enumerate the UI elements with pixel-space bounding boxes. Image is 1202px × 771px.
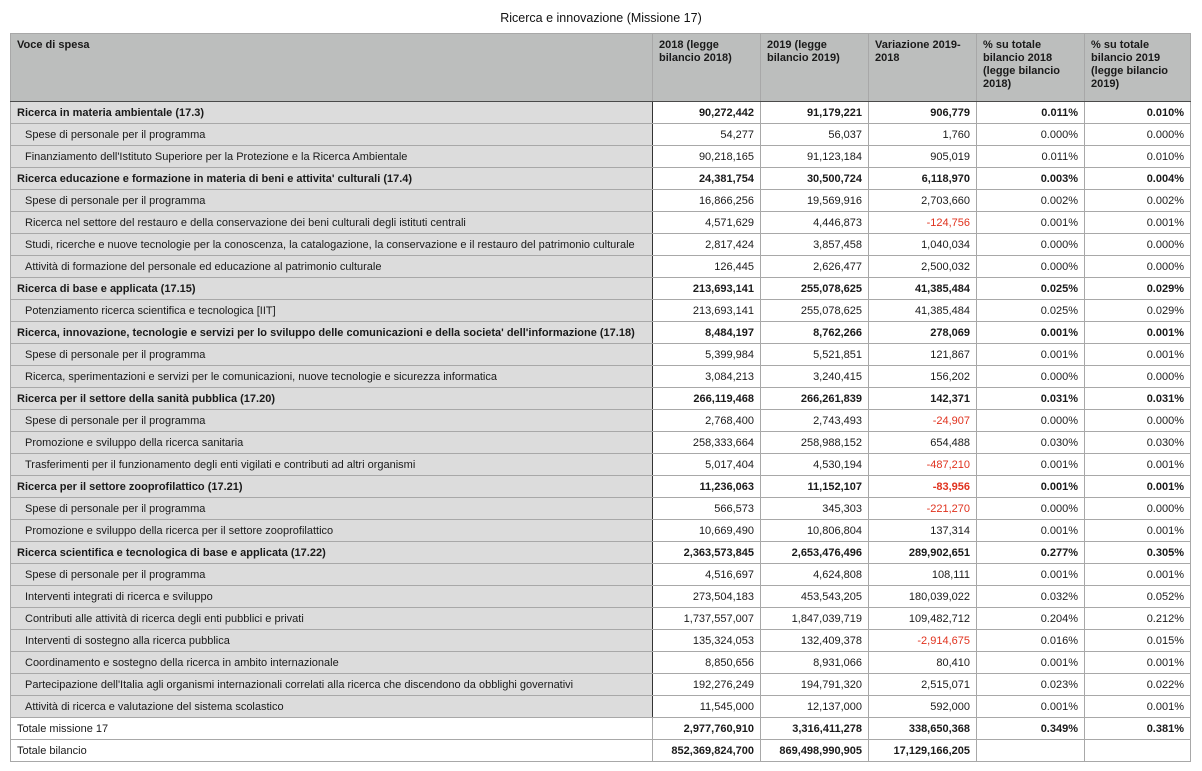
pct-2019-cell: 0.001% xyxy=(1085,564,1191,586)
variation-cell: -221,270 xyxy=(869,498,977,520)
variation-cell: 1,760 xyxy=(869,124,977,146)
value-2018-cell: 5,017,404 xyxy=(653,454,761,476)
variation-cell: 156,202 xyxy=(869,366,977,388)
value-2019-cell: 4,624,808 xyxy=(761,564,869,586)
value-2019-cell: 1,847,039,719 xyxy=(761,608,869,630)
value-2018-cell: 135,324,053 xyxy=(653,630,761,652)
col-header-2019: 2019 (legge bilancio 2019) xyxy=(761,34,869,102)
variation-cell: 906,779 xyxy=(869,102,977,124)
value-2018-cell: 16,866,256 xyxy=(653,190,761,212)
variation-cell: 289,902,651 xyxy=(869,542,977,564)
pct-2018-cell: 0.000% xyxy=(977,410,1085,432)
value-2018-cell: 2,768,400 xyxy=(653,410,761,432)
variation-cell: 41,385,484 xyxy=(869,278,977,300)
table-footer xyxy=(11,718,1191,762)
pct-2019-cell: 0.052% xyxy=(1085,586,1191,608)
value-2019-cell: 258,988,152 xyxy=(761,432,869,454)
voce-cell: Attività di ricerca e valutazione del sistema scolastico xyxy=(11,696,653,718)
line-item-row xyxy=(11,608,1191,630)
line-item-row xyxy=(11,344,1191,366)
value-2018-cell: 11,545,000 xyxy=(653,696,761,718)
program-row xyxy=(11,542,1191,564)
value-2018-cell: 2,817,424 xyxy=(653,234,761,256)
value-2018-cell: 11,236,063 xyxy=(653,476,761,498)
value-2019-cell: 12,137,000 xyxy=(761,696,869,718)
value-2019-cell: 453,543,205 xyxy=(761,586,869,608)
voce-cell: Spese di personale per il programma xyxy=(11,344,653,366)
value-2019-cell: 255,078,625 xyxy=(761,278,869,300)
col-header-variazione: Variazione 2019-2018 xyxy=(869,34,977,102)
line-item-row xyxy=(11,696,1191,718)
program-row xyxy=(11,278,1191,300)
pct-2019-cell: 0.000% xyxy=(1085,410,1191,432)
pct-2018-cell: 0.000% xyxy=(977,366,1085,388)
total-pct-2018-cell xyxy=(977,740,1085,762)
line-item-row xyxy=(11,630,1191,652)
value-2018-cell: 8,850,656 xyxy=(653,652,761,674)
line-item-row xyxy=(11,586,1191,608)
total-label-cell: Totale missione 17 xyxy=(11,718,653,740)
variation-cell: 6,118,970 xyxy=(869,168,977,190)
pct-2019-cell: 0.010% xyxy=(1085,146,1191,168)
variation-cell: 278,069 xyxy=(869,322,977,344)
voce-cell: Ricerca nel settore del restauro e della conservazione dei beni culturali degli istituti centrali xyxy=(11,212,653,234)
total-2019-cell: 3,316,411,278 xyxy=(761,718,869,740)
line-item-row xyxy=(11,410,1191,432)
voce-cell: Interventi di sostegno alla ricerca pubblica xyxy=(11,630,653,652)
voce-cell: Ricerca di base e applicata (17.15) xyxy=(11,278,653,300)
program-row xyxy=(11,102,1191,124)
pct-2019-cell: 0.000% xyxy=(1085,234,1191,256)
value-2018-cell: 273,504,183 xyxy=(653,586,761,608)
header-row xyxy=(11,34,1191,102)
pct-2019-cell: 0.031% xyxy=(1085,388,1191,410)
value-2018-cell: 213,693,141 xyxy=(653,278,761,300)
pct-2018-cell: 0.002% xyxy=(977,190,1085,212)
variation-cell: -2,914,675 xyxy=(869,630,977,652)
pct-2018-cell: 0.277% xyxy=(977,542,1085,564)
pct-2018-cell: 0.025% xyxy=(977,278,1085,300)
value-2019-cell: 8,762,266 xyxy=(761,322,869,344)
pct-2019-cell: 0.030% xyxy=(1085,432,1191,454)
pct-2019-cell: 0.000% xyxy=(1085,256,1191,278)
pct-2018-cell: 0.025% xyxy=(977,300,1085,322)
program-row xyxy=(11,388,1191,410)
variation-cell: 1,040,034 xyxy=(869,234,977,256)
voce-cell: Ricerca scientifica e tecnologica di base e applicata (17.22) xyxy=(11,542,653,564)
line-item-row xyxy=(11,190,1191,212)
pct-2019-cell: 0.015% xyxy=(1085,630,1191,652)
variation-cell: 654,488 xyxy=(869,432,977,454)
value-2019-cell: 255,078,625 xyxy=(761,300,869,322)
value-2018-cell: 566,573 xyxy=(653,498,761,520)
pct-2019-cell: 0.001% xyxy=(1085,344,1191,366)
pct-2018-cell: 0.000% xyxy=(977,234,1085,256)
value-2019-cell: 194,791,320 xyxy=(761,674,869,696)
value-2018-cell: 10,669,490 xyxy=(653,520,761,542)
value-2018-cell: 258,333,664 xyxy=(653,432,761,454)
line-item-row xyxy=(11,454,1191,476)
voce-cell: Potenziamento ricerca scientifica e tecnologica [IIT] xyxy=(11,300,653,322)
value-2018-cell: 90,218,165 xyxy=(653,146,761,168)
voce-cell: Finanziamento dell'Istituto Superiore per la Protezione e la Ricerca Ambientale xyxy=(11,146,653,168)
pct-2019-cell: 0.001% xyxy=(1085,696,1191,718)
variation-cell: -124,756 xyxy=(869,212,977,234)
pct-2019-cell: 0.022% xyxy=(1085,674,1191,696)
value-2018-cell: 4,516,697 xyxy=(653,564,761,586)
pct-2019-cell: 0.001% xyxy=(1085,652,1191,674)
voce-cell: Partecipazione dell'Italia agli organismi internazionali correlati alla ricerca che discendono da obblighi governativi xyxy=(11,674,653,696)
voce-cell: Ricerca, innovazione, tecnologie e servizi per lo sviluppo delle comunicazioni e della societa' dell'informazione (17.18) xyxy=(11,322,653,344)
total-label-cell: Totale bilancio xyxy=(11,740,653,762)
voce-cell: Coordinamento e sostegno della ricerca in ambito internazionale xyxy=(11,652,653,674)
budget-table xyxy=(10,33,1191,762)
pct-2018-cell: 0.023% xyxy=(977,674,1085,696)
value-2019-cell: 3,857,458 xyxy=(761,234,869,256)
table-body xyxy=(11,102,1191,718)
voce-cell: Ricerca, sperimentazioni e servizi per le comunicazioni, nuove tecnologie e sicurezza informatica xyxy=(11,366,653,388)
value-2018-cell: 24,381,754 xyxy=(653,168,761,190)
value-2019-cell: 2,743,493 xyxy=(761,410,869,432)
total-pct-2019-cell xyxy=(1085,740,1191,762)
value-2018-cell: 4,571,629 xyxy=(653,212,761,234)
table-title: Ricerca e innovazione (Missione 17) xyxy=(500,11,702,25)
voce-cell: Ricerca in materia ambientale (17.3) xyxy=(11,102,653,124)
value-2019-cell: 4,446,873 xyxy=(761,212,869,234)
value-2018-cell: 8,484,197 xyxy=(653,322,761,344)
pct-2018-cell: 0.030% xyxy=(977,432,1085,454)
variation-cell: 142,371 xyxy=(869,388,977,410)
col-header-pct-2018: % su totale bilancio 2018 (legge bilancio 2018) xyxy=(977,34,1085,102)
pct-2019-cell: 0.029% xyxy=(1085,278,1191,300)
value-2018-cell: 5,399,984 xyxy=(653,344,761,366)
voce-cell: Spese di personale per il programma xyxy=(11,498,653,520)
total-2018-cell: 2,977,760,910 xyxy=(653,718,761,740)
value-2018-cell: 90,272,442 xyxy=(653,102,761,124)
line-item-row xyxy=(11,432,1191,454)
variation-cell: 137,314 xyxy=(869,520,977,542)
line-item-row xyxy=(11,520,1191,542)
program-row xyxy=(11,322,1191,344)
value-2018-cell: 126,445 xyxy=(653,256,761,278)
pct-2019-cell: 0.029% xyxy=(1085,300,1191,322)
pct-2019-cell: 0.000% xyxy=(1085,124,1191,146)
value-2019-cell: 4,530,194 xyxy=(761,454,869,476)
value-2018-cell: 2,363,573,845 xyxy=(653,542,761,564)
pct-2018-cell: 0.000% xyxy=(977,124,1085,146)
total-variation-cell: 17,129,166,205 xyxy=(869,740,977,762)
total-pct-2019-cell: 0.381% xyxy=(1085,718,1191,740)
line-item-row xyxy=(11,366,1191,388)
total-pct-2018-cell: 0.349% xyxy=(977,718,1085,740)
pct-2019-cell: 0.001% xyxy=(1085,476,1191,498)
line-item-row xyxy=(11,146,1191,168)
voce-cell: Interventi integrati di ricerca e sviluppo xyxy=(11,586,653,608)
pct-2018-cell: 0.011% xyxy=(977,146,1085,168)
pct-2018-cell: 0.001% xyxy=(977,696,1085,718)
voce-cell: Spese di personale per il programma xyxy=(11,410,653,432)
pct-2019-cell: 0.305% xyxy=(1085,542,1191,564)
value-2019-cell: 8,931,066 xyxy=(761,652,869,674)
pct-2018-cell: 0.204% xyxy=(977,608,1085,630)
value-2018-cell: 213,693,141 xyxy=(653,300,761,322)
voce-cell: Ricerca per il settore zooprofilattico (17.21) xyxy=(11,476,653,498)
voce-cell: Spese di personale per il programma xyxy=(11,190,653,212)
pct-2018-cell: 0.001% xyxy=(977,322,1085,344)
pct-2019-cell: 0.002% xyxy=(1085,190,1191,212)
variation-cell: -24,907 xyxy=(869,410,977,432)
total-variation-cell: 338,650,368 xyxy=(869,718,977,740)
pct-2018-cell: 0.001% xyxy=(977,476,1085,498)
value-2019-cell: 3,240,415 xyxy=(761,366,869,388)
variation-cell: 109,482,712 xyxy=(869,608,977,630)
pct-2018-cell: 0.001% xyxy=(977,564,1085,586)
line-item-row xyxy=(11,124,1191,146)
pct-2018-cell: 0.031% xyxy=(977,388,1085,410)
pct-2018-cell: 0.001% xyxy=(977,344,1085,366)
voce-cell: Trasferimenti per il funzionamento degli enti vigilati e contributi ad altri organismi xyxy=(11,454,653,476)
total-row xyxy=(11,740,1191,762)
variation-cell: -487,210 xyxy=(869,454,977,476)
line-item-row xyxy=(11,212,1191,234)
voce-cell: Ricerca per il settore della sanità pubblica (17.20) xyxy=(11,388,653,410)
pct-2018-cell: 0.001% xyxy=(977,520,1085,542)
pct-2018-cell: 0.011% xyxy=(977,102,1085,124)
variation-cell: 41,385,484 xyxy=(869,300,977,322)
col-header-pct-2019: % su totale bilancio 2019 (legge bilancio 2019) xyxy=(1085,34,1191,102)
variation-cell: 905,019 xyxy=(869,146,977,168)
value-2019-cell: 19,569,916 xyxy=(761,190,869,212)
voce-cell: Promozione e sviluppo della ricerca sanitaria xyxy=(11,432,653,454)
line-item-row xyxy=(11,300,1191,322)
value-2018-cell: 266,119,468 xyxy=(653,388,761,410)
pct-2019-cell: 0.212% xyxy=(1085,608,1191,630)
value-2019-cell: 10,806,804 xyxy=(761,520,869,542)
line-item-row xyxy=(11,652,1191,674)
col-header-voce: Voce di spesa xyxy=(11,34,653,102)
voce-cell: Spese di personale per il programma xyxy=(11,124,653,146)
value-2019-cell: 5,521,851 xyxy=(761,344,869,366)
voce-cell: Ricerca educazione e formazione in materia di beni e attivita' culturali (17.4) xyxy=(11,168,653,190)
program-row xyxy=(11,476,1191,498)
value-2018-cell: 3,084,213 xyxy=(653,366,761,388)
line-item-row xyxy=(11,256,1191,278)
value-2018-cell: 54,277 xyxy=(653,124,761,146)
variation-cell: 592,000 xyxy=(869,696,977,718)
pct-2018-cell: 0.001% xyxy=(977,212,1085,234)
variation-cell: 2,500,032 xyxy=(869,256,977,278)
voce-cell: Studi, ricerche e nuove tecnologie per la conoscenza, la catalogazione, la conservazione e il restauro del patrimonio culturale xyxy=(11,234,653,256)
pct-2019-cell: 0.000% xyxy=(1085,498,1191,520)
pct-2019-cell: 0.001% xyxy=(1085,454,1191,476)
variation-cell: -83,956 xyxy=(869,476,977,498)
voce-cell: Attività di formazione del personale ed educazione al patrimonio culturale xyxy=(11,256,653,278)
voce-cell: Contributi alle attività di ricerca degli enti pubblici e privati xyxy=(11,608,653,630)
value-2019-cell: 11,152,107 xyxy=(761,476,869,498)
total-2019-cell: 869,498,990,905 xyxy=(761,740,869,762)
line-item-row xyxy=(11,498,1191,520)
line-item-row xyxy=(11,674,1191,696)
total-row xyxy=(11,718,1191,740)
line-item-row xyxy=(11,564,1191,586)
value-2019-cell: 2,653,476,496 xyxy=(761,542,869,564)
pct-2018-cell: 0.032% xyxy=(977,586,1085,608)
pct-2019-cell: 0.001% xyxy=(1085,520,1191,542)
value-2019-cell: 345,303 xyxy=(761,498,869,520)
pct-2018-cell: 0.003% xyxy=(977,168,1085,190)
variation-cell: 108,111 xyxy=(869,564,977,586)
pct-2019-cell: 0.000% xyxy=(1085,366,1191,388)
pct-2019-cell: 0.001% xyxy=(1085,322,1191,344)
pct-2018-cell: 0.016% xyxy=(977,630,1085,652)
value-2019-cell: 91,123,184 xyxy=(761,146,869,168)
voce-cell: Promozione e sviluppo della ricerca per il settore zooprofilattico xyxy=(11,520,653,542)
pct-2018-cell: 0.001% xyxy=(977,454,1085,476)
pct-2019-cell: 0.004% xyxy=(1085,168,1191,190)
value-2019-cell: 30,500,724 xyxy=(761,168,869,190)
value-2019-cell: 132,409,378 xyxy=(761,630,869,652)
program-row xyxy=(11,168,1191,190)
value-2019-cell: 56,037 xyxy=(761,124,869,146)
variation-cell: 121,867 xyxy=(869,344,977,366)
pct-2019-cell: 0.001% xyxy=(1085,212,1191,234)
variation-cell: 180,039,022 xyxy=(869,586,977,608)
pct-2018-cell: 0.000% xyxy=(977,256,1085,278)
pct-2019-cell: 0.010% xyxy=(1085,102,1191,124)
value-2019-cell: 266,261,839 xyxy=(761,388,869,410)
pct-2018-cell: 0.000% xyxy=(977,498,1085,520)
total-2018-cell: 852,369,824,700 xyxy=(653,740,761,762)
line-item-row xyxy=(11,234,1191,256)
variation-cell: 80,410 xyxy=(869,652,977,674)
pct-2018-cell: 0.001% xyxy=(977,652,1085,674)
value-2018-cell: 1,737,557,007 xyxy=(653,608,761,630)
variation-cell: 2,515,071 xyxy=(869,674,977,696)
variation-cell: 2,703,660 xyxy=(869,190,977,212)
value-2018-cell: 192,276,249 xyxy=(653,674,761,696)
col-header-2018: 2018 (legge bilancio 2018) xyxy=(653,34,761,102)
value-2019-cell: 2,626,477 xyxy=(761,256,869,278)
value-2019-cell: 91,179,221 xyxy=(761,102,869,124)
voce-cell: Spese di personale per il programma xyxy=(11,564,653,586)
